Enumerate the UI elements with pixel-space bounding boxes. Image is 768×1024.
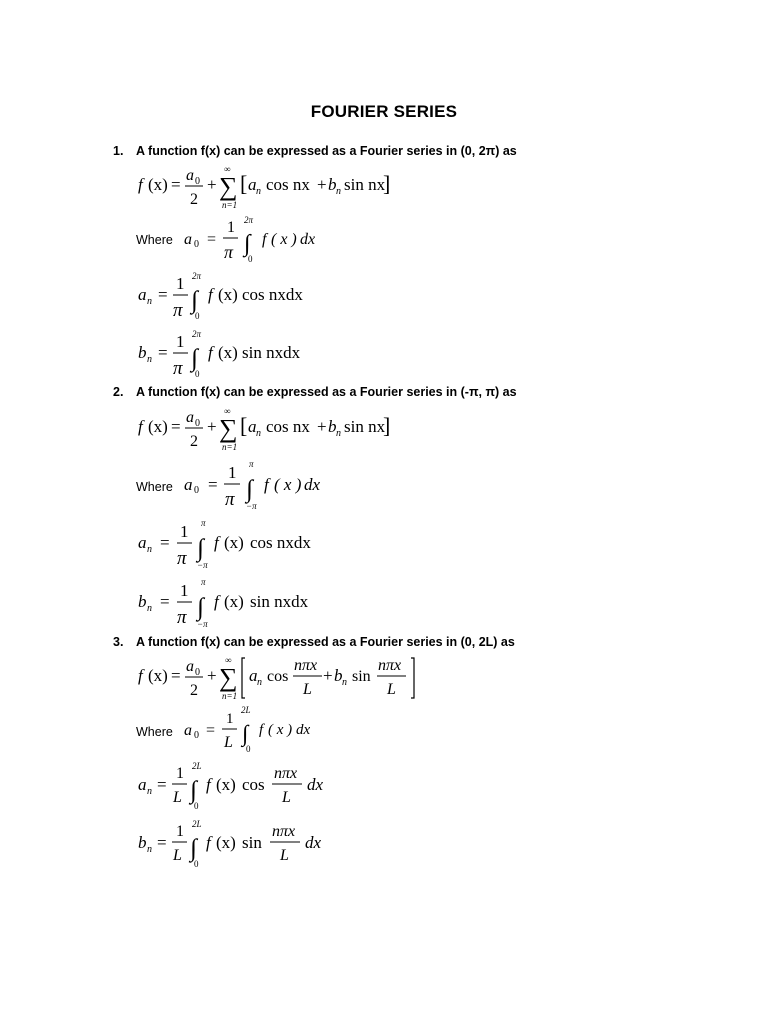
numerator-1: 1 [228, 463, 237, 482]
left-bracket: [ [240, 413, 248, 438]
sigma-sign: ∑ [219, 663, 238, 692]
f-symbol: f [208, 343, 213, 362]
L-denominator: L [282, 789, 291, 806]
section-number: 2. [113, 385, 124, 399]
npix-numerator: nπx [294, 657, 318, 674]
x-arg: (x) [216, 833, 236, 852]
lower-limit: −π [197, 619, 208, 629]
a-coeff: a [138, 775, 147, 794]
equals-sign: = [160, 592, 170, 611]
upper-limit: 2L [241, 705, 251, 715]
denominator-2: 2 [190, 433, 198, 450]
f-symbol: f [138, 175, 143, 194]
formula-1-series [138, 162, 398, 210]
sin-nx: sin nx [344, 175, 386, 194]
sigma-sign: ∑ [219, 172, 238, 201]
f-symbol: f [206, 775, 211, 794]
subscript-n: n [147, 544, 152, 555]
formula-2-a0 [182, 456, 352, 512]
lower-limit: −π [246, 501, 257, 511]
section-number: 3. [113, 635, 124, 649]
integral-sign: ∫ [191, 345, 198, 372]
x-arg: (x) [216, 775, 236, 794]
formula-2-bn [136, 573, 366, 631]
subscript-n: n [147, 296, 152, 307]
section-text: A function f(x) can be expressed as a Fourier series in (0, 2π) as [136, 144, 517, 158]
b-coeff: b [138, 343, 147, 362]
integral-sign: ∫ [244, 231, 251, 257]
section-3-heading [113, 635, 515, 649]
numerator-1: 1 [227, 219, 235, 236]
formula-3-bn [136, 816, 346, 872]
x-arg: ( x ) [268, 722, 293, 738]
upper-limit-infinity: ∞ [225, 655, 232, 665]
a-coeff: a [184, 475, 193, 494]
subscript-n: n [256, 428, 261, 439]
subscript-n: n [336, 428, 341, 439]
subscript-0: 0 [195, 418, 200, 429]
lower-limit-n1: n=1 [222, 200, 238, 210]
upper-limit-infinity: ∞ [224, 164, 231, 174]
right-bracket: ] [383, 413, 391, 438]
subscript-n: n [336, 186, 341, 197]
npix-numerator: nπx [378, 657, 402, 674]
denominator-pi: π [173, 358, 183, 379]
left-bracket: [ [240, 171, 248, 196]
subscript-n: n [147, 786, 152, 797]
where-label: Where [136, 233, 173, 247]
dx: dx [300, 231, 316, 248]
lower-limit: 0 [248, 254, 253, 264]
plus-sign: + [207, 666, 217, 685]
equals-sign: = [158, 285, 168, 304]
b-coeff: b [334, 666, 343, 685]
denominator-pi: π [173, 300, 183, 321]
subscript-n: n [256, 186, 261, 197]
denominator-pi: π [177, 548, 187, 569]
plus-sign: + [207, 417, 217, 436]
where-label: Where [136, 725, 173, 739]
right-bracket: ] [383, 171, 391, 196]
dx: dx [296, 722, 311, 738]
sin-nx: sin nx [344, 417, 386, 436]
plus-sign: + [323, 666, 333, 685]
lower-limit-n1: n=1 [222, 691, 238, 701]
section-number: 1. [113, 144, 124, 158]
subscript-0: 0 [194, 485, 199, 496]
a-coeff: a [249, 666, 258, 685]
subscript-n: n [147, 844, 152, 855]
plus-sign: + [207, 175, 217, 194]
f-symbol: f [138, 666, 143, 685]
formula-1-an [136, 268, 356, 324]
subscript-n: n [342, 677, 347, 688]
x-arg: (x) [224, 533, 244, 552]
equals-sign: = [208, 475, 218, 494]
integral-sign: ∫ [197, 535, 204, 562]
b-coeff: b [138, 592, 147, 611]
plus-sign: + [317, 417, 327, 436]
b-coeff: b [328, 175, 337, 194]
a-coeff: a [248, 417, 257, 436]
upper-limit: π [249, 459, 254, 469]
equals-sign: = [158, 343, 168, 362]
x-arg: (x) [148, 666, 168, 685]
x-arg: (x) [224, 592, 244, 611]
npix-numerator: nπx [274, 765, 298, 782]
subscript-0: 0 [195, 176, 200, 187]
cos-label: cos [242, 775, 265, 794]
b-coeff: b [138, 833, 147, 852]
formula-1-bn [136, 326, 356, 382]
formula-3-an [136, 758, 346, 814]
formula-2-series [138, 404, 398, 452]
cos-nxdx: cos nxdx [250, 533, 311, 552]
sin-nxdx: sin nxdx [250, 592, 309, 611]
subscript-n: n [257, 677, 262, 688]
x-arg: ( x ) [271, 231, 297, 248]
lower-limit: 0 [246, 744, 251, 754]
sin-label: sin [242, 833, 262, 852]
denominator-2: 2 [190, 191, 198, 208]
formula-1-a0 [182, 212, 342, 264]
numerator-1: 1 [176, 765, 184, 782]
f-symbol: f [138, 417, 143, 436]
equals-sign: = [171, 666, 181, 685]
subscript-0: 0 [194, 730, 199, 741]
numerator-1: 1 [176, 274, 185, 293]
sin-nxdx: sin nxdx [242, 343, 301, 362]
equals-sign: = [157, 833, 167, 852]
f-symbol: f [208, 285, 213, 304]
x-arg: ( x ) [274, 475, 302, 494]
lower-limit: 0 [194, 859, 199, 869]
dx: dx [305, 833, 322, 852]
f-symbol: f [206, 833, 211, 852]
formula-3-series [138, 652, 428, 704]
equals-sign: = [171, 175, 181, 194]
f-symbol: f [264, 475, 269, 494]
integral-sign: ∫ [197, 594, 204, 621]
numerator-1: 1 [176, 823, 184, 840]
integral-sign: ∫ [242, 721, 249, 746]
x-arg: (x) [148, 417, 168, 436]
subscript-0: 0 [194, 239, 199, 250]
denominator-pi: π [224, 242, 234, 262]
integral-sign: ∫ [191, 287, 198, 314]
upper-limit: π [201, 518, 206, 528]
L-denominator: L [280, 847, 289, 864]
upper-limit: π [201, 577, 206, 587]
cos-nx: cos nx [266, 175, 310, 194]
numerator-1: 1 [176, 332, 185, 351]
cos-nx: cos nx [266, 417, 310, 436]
f-symbol: f [259, 722, 264, 738]
sin-label: sin [352, 668, 371, 685]
subscript-n: n [147, 603, 152, 614]
L-denominator: L [173, 789, 182, 806]
L-denominator: L [387, 681, 396, 698]
upper-limit: 2π [244, 215, 254, 225]
equals-sign: = [160, 533, 170, 552]
equals-sign: = [157, 775, 167, 794]
f-symbol: f [214, 592, 219, 611]
upper-limit: 2π [192, 271, 202, 281]
npix-numerator: nπx [272, 823, 296, 840]
equals-sign: = [206, 722, 216, 739]
lower-limit: −π [197, 560, 208, 570]
subscript-0: 0 [195, 667, 200, 678]
L-denominator: L [224, 734, 233, 751]
equals-sign: = [207, 231, 217, 248]
a-coeff: a [138, 533, 147, 552]
a-coeff: a [248, 175, 257, 194]
numerator-1: 1 [180, 581, 189, 600]
f-symbol: f [214, 533, 219, 552]
cos-label: cos [267, 668, 289, 685]
lower-limit: 0 [195, 369, 200, 379]
integral-sign: ∫ [246, 476, 253, 503]
a-coeff: a [138, 285, 147, 304]
upper-limit: 2π [192, 329, 202, 339]
lower-limit: 0 [195, 311, 200, 321]
formula-3-a0 [182, 703, 342, 755]
f-symbol: f [262, 231, 267, 248]
where-label: Where [136, 480, 173, 494]
integral-sign: ∫ [190, 777, 197, 804]
lower-limit: 0 [194, 801, 199, 811]
dx: dx [307, 775, 324, 794]
formula-2-an [136, 514, 366, 572]
subscript-n: n [147, 354, 152, 365]
section-text: A function f(x) can be expressed as a Fourier series in (0, 2L) as [136, 635, 515, 649]
a-coeff: a [186, 409, 194, 426]
upper-limit: 2L [192, 819, 202, 829]
upper-limit: 2L [192, 761, 202, 771]
b-coeff: b [328, 417, 337, 436]
L-denominator: L [173, 847, 182, 864]
section-1-heading [113, 144, 517, 158]
section-text: A function f(x) can be expressed as a Fourier series in (-π, π) as [136, 385, 517, 399]
plus-sign: + [317, 175, 327, 194]
integral-sign: ∫ [190, 835, 197, 862]
left-bracket [242, 658, 245, 698]
lower-limit-n1: n=1 [222, 442, 238, 452]
a-coeff: a [186, 167, 194, 184]
a-coeff: a [186, 658, 194, 675]
sigma-sign: ∑ [219, 414, 238, 443]
x-arg: (x) [218, 343, 238, 362]
equals-sign: = [171, 417, 181, 436]
x-arg: (x) [218, 285, 238, 304]
denominator-2: 2 [190, 682, 198, 699]
numerator-1: 1 [226, 711, 234, 727]
upper-limit-infinity: ∞ [224, 406, 231, 416]
x-arg: (x) [148, 175, 168, 194]
page-title: FOURIER SERIES [310, 102, 458, 121]
dx: dx [304, 475, 321, 494]
L-denominator: L [303, 681, 312, 698]
a-coeff: a [184, 722, 192, 739]
cos-nxdx: cos nxdx [242, 285, 303, 304]
denominator-pi: π [177, 607, 187, 628]
right-bracket [411, 658, 414, 698]
numerator-1: 1 [180, 522, 189, 541]
section-2-heading [113, 385, 517, 399]
a-coeff: a [184, 231, 192, 248]
denominator-pi: π [225, 489, 235, 510]
